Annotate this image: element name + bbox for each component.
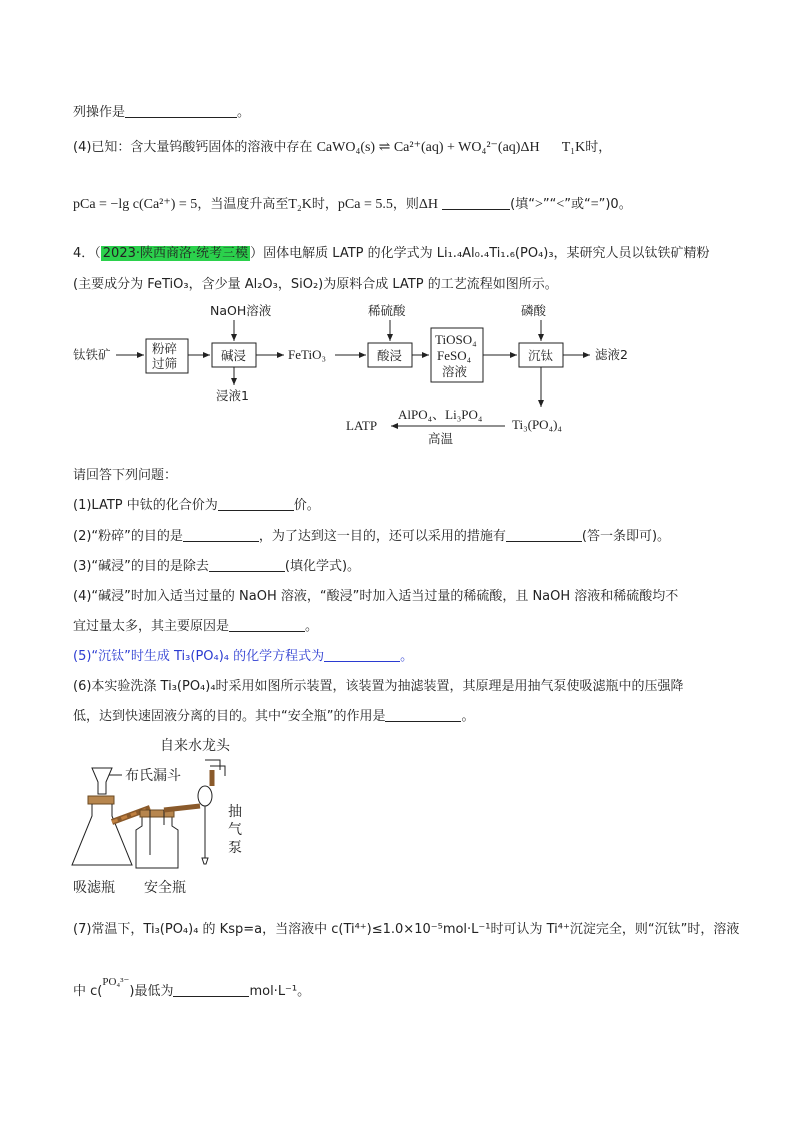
ore-label: 钛铁矿	[73, 347, 111, 362]
known-suffix: 时，	[585, 140, 612, 155]
source-tag: 2023·陕西商洛·统考三模	[102, 246, 249, 261]
ask-text: 请回答下列问题：	[73, 468, 178, 483]
pca-expression: pCa = −lg c(Ca²⁺) = 5	[73, 197, 198, 212]
leach1-label: 浸液1	[216, 388, 249, 403]
rubber-stopper	[88, 796, 114, 804]
filter-flask	[72, 804, 132, 865]
intro-text: (主要成分为 FeTiO₃，含少量 Al₂O₃，SiO₂)为原料合成 LATP 的工艺流程如图所示。	[73, 277, 558, 292]
answer-blank[interactable]	[218, 496, 294, 511]
filter-flask-label: 吸滤瓶	[73, 880, 115, 896]
question-1	[73, 496, 320, 516]
tap-label: 自来水龙头	[160, 738, 230, 754]
period: 。	[237, 105, 251, 120]
question-4-line1	[73, 587, 678, 607]
dilute-acid-label: 稀硫酸	[368, 303, 406, 318]
answer-blank[interactable]	[506, 527, 582, 542]
solution-label: 溶液	[442, 364, 468, 379]
temperature-t1: T₁K	[561, 140, 586, 155]
pca-text: 时，	[311, 197, 338, 212]
q2-text: (2)“粉碎”的目的是	[73, 529, 183, 544]
aspirator-bulb	[198, 786, 212, 806]
question-7-line1	[73, 920, 739, 940]
feso4-label: FeSO₄	[437, 348, 472, 363]
q4-known-line	[73, 138, 611, 158]
question-6-line2	[73, 707, 475, 727]
q7-end: mol·L⁻¹。	[249, 984, 311, 999]
answer-line-prev	[73, 103, 250, 123]
reagents-label: AlPO₄、Li₃PO₄	[398, 407, 483, 422]
pump-label-2: 气	[228, 822, 242, 838]
answer-blank[interactable]	[173, 982, 249, 997]
fetio3-label: FeTiO₃	[288, 347, 327, 362]
pca-line	[73, 195, 632, 215]
phosphate-ion: PO₄³⁻	[102, 976, 130, 988]
q5-end: 。	[400, 649, 414, 664]
less-sign: <	[556, 197, 565, 212]
fill-hint: ”“	[542, 197, 557, 212]
temperature-t2: T₂K	[288, 197, 312, 212]
q6-text: 低，达到快速固液分离的目的。其中“安全瓶”的作用是	[73, 709, 386, 724]
suction-filtration-apparatus	[0, 730, 800, 900]
water-tap	[205, 760, 220, 770]
q4-intro-line2	[73, 275, 558, 295]
ti-precip-label: 沉钛	[528, 348, 554, 363]
q6-end: 。	[461, 709, 475, 724]
crush-label-1: 粉碎	[152, 341, 178, 356]
ask-line	[73, 466, 177, 486]
ti3po4-label: Ti₃(PO₄)₄	[512, 417, 562, 432]
prev-text: 列操作是	[73, 105, 126, 120]
latp-label: LATP	[346, 418, 378, 433]
question-number: 4．（	[73, 246, 101, 261]
question-2	[73, 527, 670, 547]
q4-end: 。	[305, 619, 319, 634]
q6-text: (6)本实验洗涤 Ti₃(PO₄)₄时采用如图所示装置，该装置为抽滤装置，其原理是用抽气泵使吸滤瓶中的压强降	[73, 679, 684, 694]
question-3	[73, 557, 360, 577]
question-5	[73, 647, 413, 667]
q4-text: (4)“碱浸”时加入适当过量的 NaOH 溶液，“酸浸”时加入适当过量的稀硫酸，且 NaOH 溶液和稀硫酸均不	[73, 589, 679, 604]
pca-text: ，则	[392, 197, 419, 212]
high-temp-label: 高温	[428, 431, 454, 446]
crush-label-2: 过筛	[152, 356, 178, 371]
answer-blank[interactable]	[209, 557, 285, 572]
fill-hint: ”或“	[564, 197, 591, 212]
delta-h: ΔH	[418, 197, 438, 212]
question-7-line2	[73, 972, 310, 1002]
aspirator-tip	[202, 858, 208, 864]
q7-text: (7)常温下，Ti₃(PO₄)₄ 的 Ksp=a，当溶液中 c(Ti⁴⁺)≤1.0×10⁻⁵mol·L⁻¹时可认为 Ti⁴⁺沉淀完全，则“沉钛”时，溶液	[73, 922, 740, 937]
pca-text: ，当温度升高至	[197, 197, 289, 212]
funnel-label: 布氏漏斗	[125, 768, 181, 784]
q4-text: 宜过量太多，其主要原因是	[73, 619, 230, 634]
buchner-funnel	[92, 768, 112, 794]
pca-value: pCa = 5.5	[337, 197, 393, 212]
q3-end: (填化学式)。	[284, 559, 361, 574]
answer-blank[interactable]	[183, 527, 259, 542]
safety-bottle-label: 安全瓶	[144, 880, 186, 896]
q1-end: 价。	[293, 498, 320, 513]
q2-text: ，为了达到这一目的，还可以采用的措施有	[258, 529, 506, 544]
answer-blank[interactable]	[229, 617, 305, 632]
pump-label-3: 泵	[228, 840, 242, 856]
fill-hint: (填“	[510, 197, 535, 212]
naoh-label: NaOH溶液	[210, 303, 272, 318]
q1-text: (1)LATP 中钛的化合价为	[73, 498, 218, 513]
rubber-tube	[164, 806, 200, 810]
answer-blank[interactable]	[442, 195, 510, 210]
q7-text: 中 c(	[73, 984, 103, 999]
answer-blank[interactable]	[125, 103, 237, 118]
alkali-label: 碱浸	[221, 348, 247, 363]
tioso4-label: TiOSO₄	[435, 332, 477, 347]
process-flow-diagram	[0, 295, 800, 455]
safety-bottle	[136, 816, 178, 868]
q3-text: (3)“碱浸”的目的是除去	[73, 559, 209, 574]
question-6-line1	[73, 677, 684, 697]
intro-text: ）固体电解质 LATP 的化学式为 Li₁.₄Al₀.₄Ti₁.₆(PO₄)₃，某研究人员以钛铁矿精粉	[250, 246, 710, 261]
q4-intro-line1	[73, 244, 710, 264]
known-text: (4)已知：含大量钨酸钙固体的溶液中存在	[73, 140, 313, 155]
pump-label-1: 抽	[228, 804, 242, 820]
equilibrium-equation: CaWO₄(s) ⇌ Ca²⁺(aq) + WO₄²⁻(aq)ΔH	[316, 140, 540, 155]
q5-text: (5)“沉钛”时生成 Ti₃(PO₄)₄ 的化学方程式为	[73, 649, 325, 664]
answer-blank[interactable]	[324, 647, 400, 662]
q7-text: )最低为	[129, 984, 174, 999]
greater-sign: >	[534, 197, 543, 212]
fill-hint: ”)0。	[598, 197, 632, 212]
equal-sign: =	[590, 197, 599, 212]
phosphoric-label: 磷酸	[521, 303, 547, 318]
question-4-line2	[73, 617, 318, 637]
q2-end: (答一条即可)。	[581, 529, 671, 544]
acid-label: 酸浸	[377, 348, 403, 363]
answer-blank[interactable]	[385, 707, 461, 722]
filtrate2-label: 滤液2	[595, 347, 628, 362]
